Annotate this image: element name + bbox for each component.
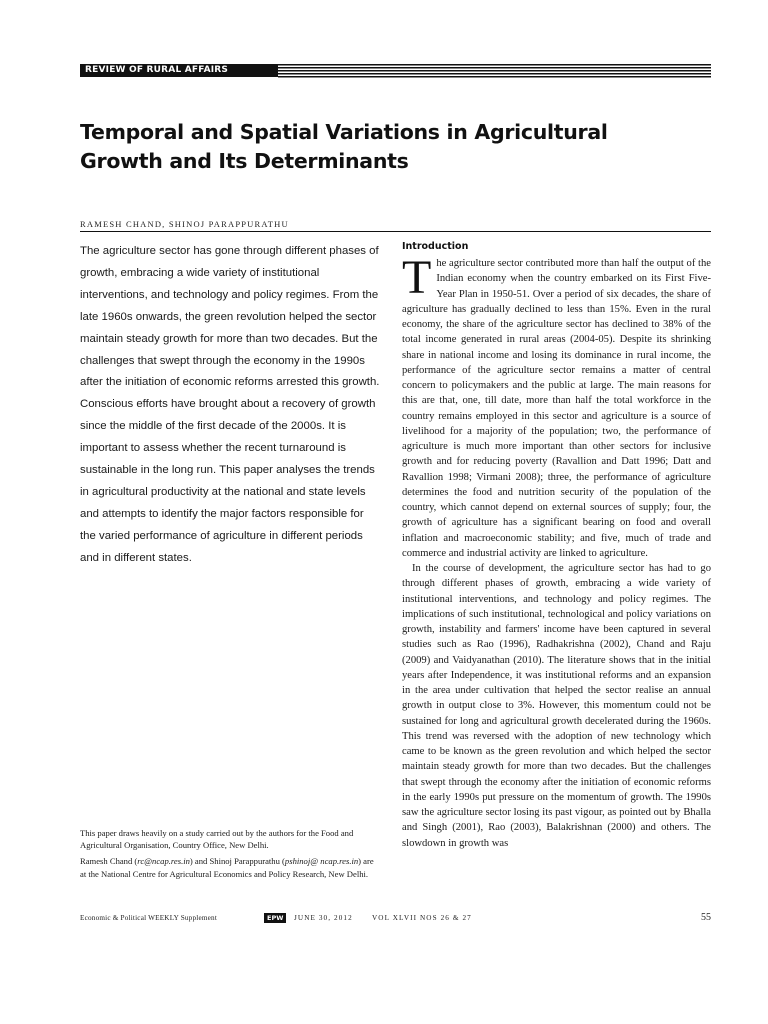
- intro-paragraph-1: [402, 251, 711, 561]
- footnote-source: This paper draws heavily on a study carried out by the authors for the Food and Agricultural Organisation, Country Office, New Delhi.: [80, 828, 354, 851]
- intro-paragraph-1-text: he agriculture sector contributed more than half the output of the Indian economy when the country embarked on its First Five-Year Plan in 1950-51. Over a period of six decades, the share of agriculture has gradually declined to less than 15%. Even in the rural economy, the share of the agriculture sector has declined to 38% of the total income generated in rural areas (2004-05). Despite its shrinking share in national income and losing its dominance in rural income, the performance of the agriculture sector remains a matter of central concern to policymakers and the public at large. The main reasons for this are that, one, till date, more than half the total workforce in the country remains employed in this sector and agriculture is a source of livelihood for a majority of the population; two, the performance of agriculture is much more important than other sectors for inclusive growth and for reducing poverty (Ravallion and Datt 1996; Datt and Ravallion 1998; Virmani 2008); three, the performance of agriculture determines the food and nutrition security of the population of the country, which cannot depend on external sources of supply; four, the growth of agriculture has a significant bearing on food and overall inflation and macroeconomic stability; and five, much of trade and commerce and industrial activity are linked to agriculture.: [402, 258, 711, 559]
- journal-name: Economic & Political WEEKLY Supplement: [80, 914, 218, 922]
- email-chand: rc@ncap.res.in: [137, 856, 190, 867]
- footnote-text-c: ) are at the National Centre for Agricultural Economics and Policy Research, New Delhi.: [80, 856, 374, 879]
- footnote-text-a: Ramesh Chand (: [80, 856, 138, 867]
- title-line-2: Growth and Its Determinants: [80, 149, 409, 173]
- issue-date: JUNE 30, 2012: [294, 914, 353, 922]
- epw-logo-badge: EPW: [264, 913, 286, 923]
- section-rules: [278, 64, 711, 79]
- page-number: 55: [701, 912, 711, 923]
- introduction-heading: Introduction: [402, 241, 469, 252]
- drop-cap: T: [402, 251, 432, 304]
- article-title: [80, 118, 700, 176]
- section-label: REVIEW OF RURAL AFFAIRS: [80, 64, 278, 77]
- intro-paragraph-2: In the course of development, the agriculture sector has had to go through different phases of growth, embracing a wide variety of institutional interventions, and technology and policy regimes. The implications of such institutional, technological and policy variations on growth, instability and farmers' income have been captured in several studies such as Rao (1996), Radhakrishna (2002), Chand and Raju (2009) and Vaidyanathan (2010). The literature shows that in the initial years after Independence, it was institutional reforms and an expansion in the area under cultivation that helped the sector realise an annual growth in output close to 3%. However, this momentum could not be sustained for long and agricultural growth decelerated during the 1960s. This trend was reversed with the adoption of new technology which came to be known as the green revolution and which helped the sector maintain steady growth for more than two decades. But the challenges that swept through the economy after the initiation of economic reforms in the early 1990s put pressure on the momentum of growth. The 1990s saw the agriculture sector losing its past vigour, as pointed out by Bhalla and Singh (2001), Rao (2003), Balakrishnan (2000) and others. The slowdown in growth was: [402, 563, 711, 849]
- email-parappurathu: pshinoj@ ncap.res.in: [284, 856, 359, 867]
- page-footer: [80, 912, 711, 926]
- footnote-affiliation: [80, 855, 380, 879]
- author-divider: [80, 231, 711, 232]
- footnote-text-b: ) and Shinoj Parappurathu (: [189, 856, 285, 867]
- title-line-1: Temporal and Spatial Variations in Agricultural: [80, 120, 608, 144]
- introduction-column: [402, 240, 711, 851]
- abstract: The agriculture sector has gone through different phases of growth, embracing a wide variety of institutional interventions, and technology and policy regimes. From the late 1960s onwards, the green revolution helped the sector maintain steady growth for more than two decades. But the challenges that swept through the economy in the 1990s after the initiation of economic reforms arrested this growth. Conscious efforts have brought about a recovery of growth since the middle of the first decade of the 2000s. It is important to assess whether the recent turnaround is sustainable in the long run. This paper analyses the trends in agricultural productivity at the national and state levels and attempts to identify the major factors responsible for the varied performance of agriculture in different periods and in different states.: [80, 245, 380, 564]
- author-footnote: [80, 827, 380, 884]
- author-line: RAMESH CHAND, SHINOJ PARAPPURATHU: [80, 219, 289, 229]
- issue-volume: VOL XLVII NOS 26 & 27: [372, 914, 472, 922]
- section-header-bar: [80, 64, 711, 79]
